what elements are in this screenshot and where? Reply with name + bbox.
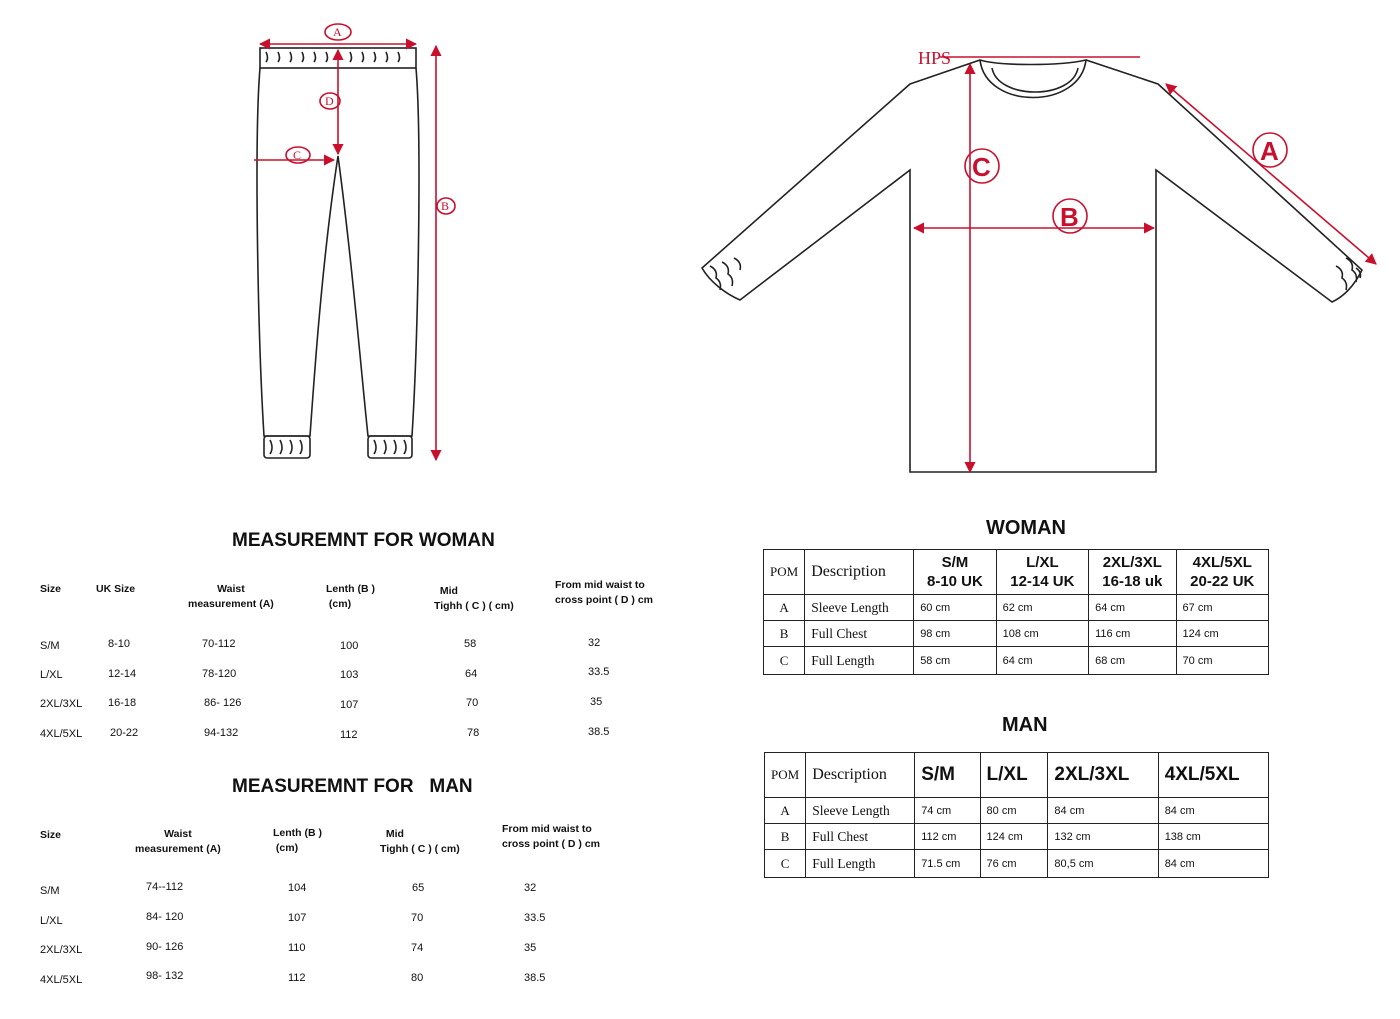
cell: L/XL (40, 669, 63, 681)
woman-table-title: WOMAN (986, 517, 1066, 539)
cell: 8-10 (108, 638, 131, 650)
value-cell: 68 cm (1089, 647, 1176, 675)
cell: 4XL/5XL (40, 974, 83, 986)
size-header: 2XL/3XL 16-18 uk (1089, 550, 1176, 595)
cell: 2XL/3XL (40, 698, 83, 710)
value-cell: 76 cm (980, 850, 1048, 878)
woman-header-cross-point: From mid waist to cross point ( D ) cm (555, 579, 654, 606)
value-cell: 112 cm (915, 824, 980, 850)
value-cell: 64 cm (996, 647, 1088, 675)
left-sleeve-cuff (710, 258, 740, 290)
cell: 103 (340, 669, 359, 681)
shirt-measure-lines (914, 57, 1376, 472)
shirt-diagram (702, 60, 1362, 472)
cell: 84- 120 (146, 911, 184, 923)
cell: 64 (465, 668, 478, 680)
pants-measure-lines (254, 24, 455, 460)
value-cell: 84 cm (1158, 850, 1268, 878)
value-cell: 58 cm (914, 647, 996, 675)
woman-measurement-title: MEASUREMNT FOR WOMAN (232, 530, 495, 551)
table-row (765, 850, 1269, 878)
value-cell: 108 cm (996, 621, 1088, 647)
cell: L/XL (40, 915, 63, 927)
value-cell: 84 cm (1048, 798, 1158, 824)
shirt-marker-a: A (1260, 136, 1279, 166)
left-cuff (264, 436, 310, 458)
value-cell: 62 cm (996, 595, 1088, 621)
cell: 110 (288, 942, 306, 954)
size-header: L/XL 12-14 UK (996, 550, 1088, 595)
description-header: Description (806, 753, 915, 798)
value-cell: 98 cm (914, 621, 996, 647)
cell: 20-22 (110, 727, 139, 739)
man-table-title: MAN (1002, 714, 1048, 736)
shirt-neck-inner (992, 68, 1078, 92)
cell: 32 (588, 637, 601, 649)
cell: 16-18 (108, 697, 137, 709)
cell: 35 (590, 696, 603, 708)
waistband-elastic (266, 52, 400, 62)
cell: 58 (464, 638, 477, 650)
woman-size-table (763, 549, 1269, 675)
shirt-outline (702, 60, 1362, 472)
pants-marker-a: A (333, 25, 342, 39)
cell: 78 (467, 727, 480, 739)
description-cell: Sleeve Length (806, 798, 915, 824)
table-row (764, 595, 1269, 621)
pom-cell: B (764, 621, 805, 647)
value-cell: 80 cm (980, 798, 1048, 824)
value-cell: 70 cm (1176, 647, 1268, 675)
man-header-cross-point: From mid waist to cross point ( D ) cm (502, 823, 601, 850)
size-header: 2XL/3XL (1048, 753, 1158, 798)
cuff-elastic (270, 440, 406, 454)
value-cell: 124 cm (1176, 621, 1268, 647)
description-header: Description (805, 550, 914, 595)
description-cell: Sleeve Length (805, 595, 914, 621)
table-row (765, 798, 1269, 824)
size-header: L/XL (980, 753, 1048, 798)
cell: 35 (524, 942, 537, 954)
pants-marker-c: C (293, 148, 302, 162)
woman-header-size: Size (40, 583, 62, 595)
size-header: 4XL/5XL 20-22 UK (1176, 550, 1268, 595)
cell: 100 (340, 640, 359, 652)
cell: 74--112 (146, 881, 184, 893)
hps-label: HPS (918, 48, 952, 68)
description-cell: Full Chest (806, 824, 915, 850)
woman-header-uk-size: UK Size (96, 583, 136, 595)
man-measurement-title: MEASUREMNT FOR MAN (232, 776, 473, 797)
value-cell: 116 cm (1089, 621, 1176, 647)
cell: 38.5 (588, 726, 610, 738)
cell: 2XL/3XL (40, 944, 83, 956)
value-cell: 64 cm (1089, 595, 1176, 621)
measure-line-a-sleeve (1166, 84, 1376, 264)
value-cell: 67 cm (1176, 595, 1268, 621)
pants-marker-b: B (441, 199, 450, 213)
cell: 104 (288, 882, 307, 894)
man-header-size: Size (40, 829, 62, 841)
value-cell: 132 cm (1048, 824, 1158, 850)
woman-header-mid-thigh: Mid Tighh ( C ) ( cm) (434, 585, 514, 612)
description-cell: Full Chest (805, 621, 914, 647)
woman-table-header-row (764, 550, 1269, 595)
cell: 74 (411, 942, 424, 954)
value-cell: 80,5 cm (1048, 850, 1158, 878)
value-cell: 60 cm (914, 595, 996, 621)
cell: 107 (340, 699, 359, 711)
shirt-marker-c: C (972, 152, 991, 182)
woman-header-length: Lenth (B ) (cm) (326, 583, 375, 610)
cell: 70 (466, 697, 479, 709)
value-cell: 74 cm (915, 798, 980, 824)
pom-cell: A (764, 595, 805, 621)
cell: 90- 126 (146, 941, 184, 953)
pom-header: POM (764, 550, 805, 595)
cell: 12-14 (108, 668, 137, 680)
pom-header: POM (765, 753, 806, 798)
cell: 94-132 (204, 727, 239, 739)
description-cell: Full Length (805, 647, 914, 675)
value-cell: 124 cm (980, 824, 1048, 850)
man-size-table (764, 752, 1269, 878)
size-header: 4XL/5XL (1158, 753, 1268, 798)
cell: 112 (340, 729, 358, 741)
man-table-header-row (765, 753, 1269, 798)
table-row (764, 647, 1269, 675)
man-header-length: Lenth (B ) (cm) (273, 827, 322, 854)
table-row (764, 621, 1269, 647)
cell: 80 (411, 972, 424, 984)
pom-cell: C (764, 647, 805, 675)
size-header: S/M (915, 753, 980, 798)
pants-marker-d: D (325, 94, 334, 108)
pom-cell: C (765, 850, 806, 878)
man-header-mid-thigh: Mid Tighh ( C ) ( cm) (380, 828, 460, 855)
cell: S/M (40, 885, 60, 897)
cell: 98- 132 (146, 970, 184, 982)
cell: 33.5 (524, 912, 546, 924)
description-cell: Full Length (806, 850, 915, 878)
cell: 38.5 (524, 972, 546, 984)
table-row (765, 824, 1269, 850)
pom-cell: A (765, 798, 806, 824)
pom-cell: B (765, 824, 806, 850)
cell: 86- 126 (204, 697, 242, 709)
cell: 65 (412, 882, 425, 894)
cell: 107 (288, 912, 307, 924)
value-cell: 71.5 cm (915, 850, 980, 878)
size-header: S/M 8-10 UK (914, 550, 996, 595)
cell: 32 (524, 882, 537, 894)
cell: 78-120 (202, 668, 237, 680)
cell: 33.5 (588, 666, 610, 678)
cell: 112 (288, 972, 306, 984)
value-cell: 138 cm (1158, 824, 1268, 850)
woman-header-waist: Waist measurement (A) (188, 583, 274, 610)
cell: S/M (40, 640, 60, 652)
cell: 4XL/5XL (40, 728, 83, 740)
right-sleeve-cuff (1336, 258, 1361, 290)
shirt-marker-b: B (1060, 202, 1079, 232)
man-header-waist: Waist measurement (A) (135, 828, 221, 855)
cell: 70-112 (202, 638, 236, 650)
value-cell: 84 cm (1158, 798, 1268, 824)
cell: 70 (411, 912, 424, 924)
